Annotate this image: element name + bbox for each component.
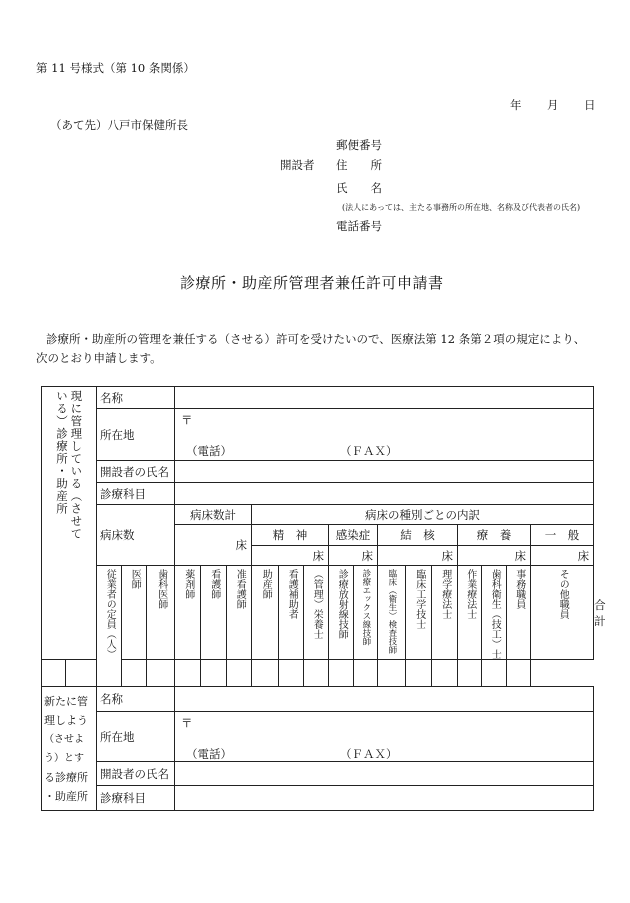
current-tel-label: （電話） xyxy=(186,443,232,458)
current-fax-label: （ＦＡＸ） xyxy=(340,443,398,458)
staff-count-dentist[interactable] xyxy=(66,660,97,687)
staff-count-xray-tech[interactable] xyxy=(304,660,329,687)
staff-role-office-staff: 事務職員 xyxy=(507,566,531,660)
staff-count-office-staff[interactable] xyxy=(458,660,482,687)
corporation-note: (法人にあっては、主たる事務所の所在地、名称及び代表者の氏名) xyxy=(342,203,581,212)
bed-count-general[interactable]: 床 xyxy=(531,546,594,566)
form-number: 第 11 号様式（第 10 条関係） xyxy=(36,61,195,75)
new-owner-label: 開設者の氏名 xyxy=(97,762,175,786)
staff-count-total[interactable] xyxy=(507,660,531,687)
name-label: 氏 名 xyxy=(336,181,382,195)
staff-count-assistant-nurse[interactable] xyxy=(175,660,201,687)
addressee: （あて先）八戸市保健所長 xyxy=(50,118,188,132)
bed-count-tuberculosis[interactable]: 床 xyxy=(378,546,458,566)
current-owner-label: 開設者の氏名 xyxy=(97,461,175,483)
staff-role-dentist: 歯科医師 xyxy=(147,566,175,660)
current-owner-field[interactable] xyxy=(175,461,594,483)
new-owner-field[interactable] xyxy=(175,762,594,786)
postal-mark-icon: 〒 xyxy=(181,412,193,427)
staff-count-doctor[interactable] xyxy=(42,660,66,687)
staff-count-nursing-aide[interactable] xyxy=(227,660,252,687)
staff-role-dietitian: （管理）栄養士 xyxy=(304,566,329,660)
staff-count-radiology-tech[interactable] xyxy=(279,660,304,687)
current-location-field[interactable] xyxy=(175,409,594,461)
staff-count-midwife[interactable] xyxy=(201,660,227,687)
staff-role-radiology-tech: 診療放射線技師 xyxy=(329,566,354,660)
current-departments-label: 診療科目 xyxy=(97,483,175,505)
bed-type-psychiatric: 精 神 xyxy=(252,525,329,546)
body-text-line2: 次のとおり申請します。 xyxy=(36,351,162,365)
staff-role-occupational-therapist: 作業療法士 xyxy=(458,566,482,660)
staff-role-other-staff: その他職員 xyxy=(531,566,594,660)
staff-side-label: 従業者の定員（人） xyxy=(97,566,122,687)
staff-role-lab-tech: 臨床（衛生）検査技師 xyxy=(378,566,406,660)
staff-role-nurse: 看護師 xyxy=(201,566,227,660)
date-day-label: 日 xyxy=(584,98,596,112)
bed-total-label: 病床数計 xyxy=(175,505,252,525)
postal-code-label: 郵便番号 xyxy=(336,138,382,152)
staff-role-midwife: 助産師 xyxy=(252,566,279,660)
staff-count-occupational-therapist[interactable] xyxy=(406,660,432,687)
staff-role-physical-therapist: 理学療法士 xyxy=(432,566,458,660)
current-departments-field[interactable] xyxy=(175,483,594,505)
application-table: 現に管理している（させている）診療所・助産所 名称 所在地 〒 （電話） （ＦＡＸ） 開設者の氏名 診療科目 病床数 病床数計 病床の種別ごとの内訳 床 精 神 感染症 結 核 療 養 一 般 床 床 床 床 床 従業者の定員（人） 医師 歯科医師 薬剤師 看護師 准看護師 助産師 看護補助者 （管理）栄養士 診療放射線技師 診療エックス線技師 臨床（衛生）検査技師 臨床工学技士 理学療法士 作業療法士 歯科衛生（技工）士 事務職員 その他職員 合 計 新たに管 理しよう （させよう）とす る診療所 ・助産所 名称 所在地 〒 （電話） （ＦＡＸ） 開設者の氏名 診療科目 xyxy=(41,386,594,811)
applicant-label: 開設者 xyxy=(280,158,315,172)
new-departments-label: 診療科目 xyxy=(97,786,175,811)
new-location-field[interactable] xyxy=(175,712,594,762)
current-name-label: 名称 xyxy=(97,387,175,409)
new-tel-label: （電話） xyxy=(186,746,232,761)
new-name-label: 名称 xyxy=(97,687,175,712)
new-departments-field[interactable] xyxy=(175,786,594,811)
staff-role-pharmacist: 薬剤師 xyxy=(175,566,201,660)
staff-count-pharmacist[interactable] xyxy=(122,660,147,687)
staff-count-physical-therapist[interactable] xyxy=(378,660,406,687)
bed-count-long-term[interactable]: 床 xyxy=(458,546,531,566)
new-postal-mark-icon: 〒 xyxy=(181,715,193,730)
bed-type-general: 一 般 xyxy=(531,525,594,546)
body-text-line1: 診療所・助産所の管理を兼任する（させる）許可を受けたいので、医療法第 12 条第２項の規定により、 xyxy=(46,332,586,346)
new-name-field[interactable] xyxy=(175,687,594,712)
current-facility-side-label: 現に管理している（させている）診療所・助産所 xyxy=(42,387,97,660)
staff-count-clinical-engineer[interactable] xyxy=(354,660,378,687)
bed-total-field[interactable]: 床 xyxy=(175,525,252,566)
address-label: 住 所 xyxy=(336,158,382,172)
bed-type-long-term: 療 養 xyxy=(458,525,531,546)
staff-count-dental-hygienist[interactable] xyxy=(432,660,458,687)
phone-label: 電話番号 xyxy=(336,219,382,233)
staff-role-dental-hygienist: 歯科衛生（技工）士 xyxy=(482,566,507,660)
staff-role-assistant-nurse: 准看護師 xyxy=(227,566,252,660)
bed-count-infectious[interactable]: 床 xyxy=(329,546,378,566)
staff-role-clinical-engineer: 臨床工学技士 xyxy=(406,566,432,660)
date-month-label: 月 xyxy=(547,98,559,112)
staff-count-dietitian[interactable] xyxy=(252,660,279,687)
staff-count-nurse[interactable] xyxy=(147,660,175,687)
bed-type-tuberculosis: 結 核 xyxy=(378,525,458,546)
current-location-label: 所在地 xyxy=(97,409,175,461)
new-location-label: 所在地 xyxy=(97,712,175,762)
bed-count-psychiatric[interactable]: 床 xyxy=(252,546,329,566)
beds-label: 病床数 xyxy=(97,505,175,566)
staff-count-other-staff[interactable] xyxy=(482,660,507,687)
staff-role-xray-tech: 診療エックス線技師 xyxy=(354,566,378,660)
staff-count-lab-tech[interactable] xyxy=(329,660,354,687)
current-name-field[interactable] xyxy=(175,387,594,409)
date-year-label: 年 xyxy=(510,98,522,112)
document-title: 診療所・助産所管理者兼任許可申請書 xyxy=(180,274,444,292)
staff-role-nursing-aide: 看護補助者 xyxy=(279,566,304,660)
new-facility-side-label: 新たに管 理しよう （させよう）とす る診療所 ・助産所 xyxy=(42,687,97,811)
bed-type-infectious: 感染症 xyxy=(329,525,378,546)
new-fax-label: （ＦＡＸ） xyxy=(340,746,398,761)
staff-role-doctor: 医師 xyxy=(122,566,147,660)
bed-breakdown-label: 病床の種別ごとの内訳 xyxy=(252,505,594,525)
